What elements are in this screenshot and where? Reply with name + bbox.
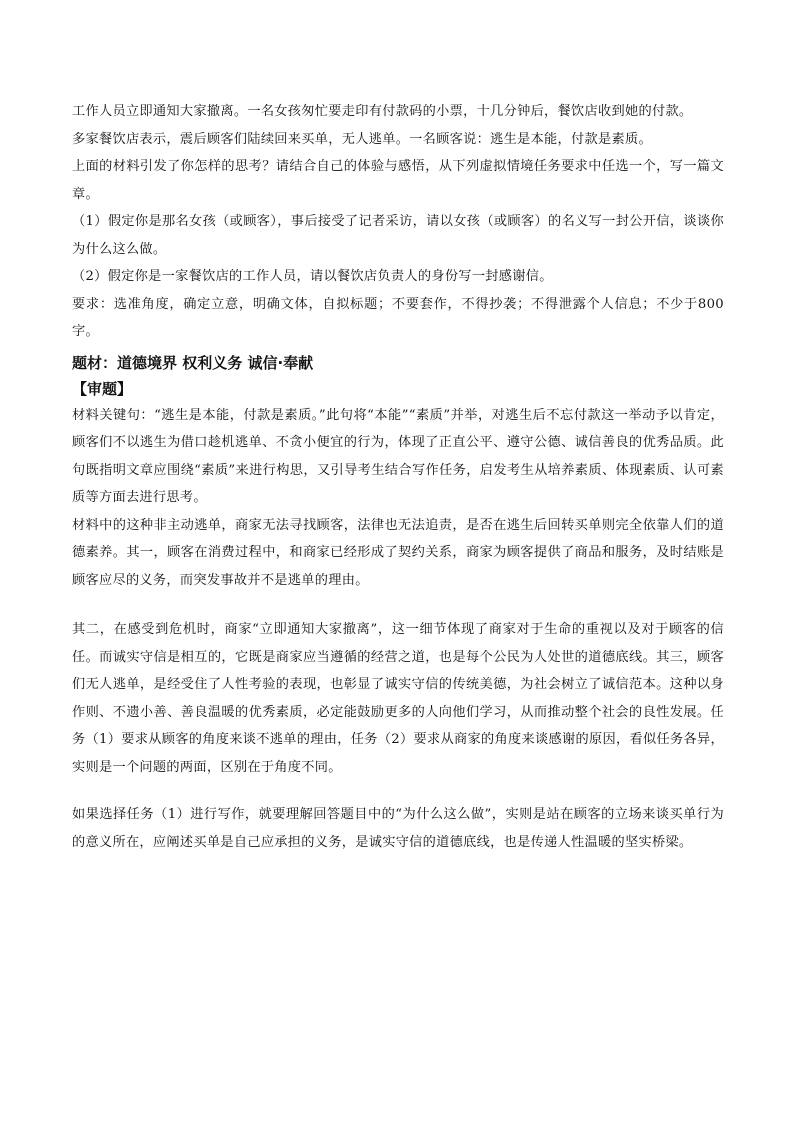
material-paragraph-2: 多家餐饮店表示，震后顾客们陆续回来买单，无人逃单。一名顾客说：逃生是本能，付款是素质。 [72,131,652,147]
task-2: （2）假定你是一家餐饮店的工作人员，请以餐饮店负责人的身份写一封感谢信。 [72,269,553,284]
analysis-paragraph-1: 材料关键句：“逃生是本能，付款是素质。”此句将“本能”“素质”并举，对逃生后不忘付款这一举动予以肯定，顾客们不以逃生为借口趁机逃单、不贪小便宜的行为，体现了正直公平、遵守公德、诚信善良的优秀品质。此句既指明文章应围绕“素质”来进行构思，又引导考生结合写作任务，启发考生从培养素质、体现素质、认可素质等方面去进行思考。 [72,407,724,505]
material-prompt: 上面的材料引发了你怎样的思考？请结合自己的体验与感悟，从下列虚拟情境任务要求中任选一个，写一篇文章。 [72,159,724,202]
topic-label: 题材：道德境界 权利义务 诚信·奉献 [72,353,314,372]
analysis-paragraph-3: 其二，在感受到危机时，商家“立即通知大家撤离”，这一细节体现了商家对于生命的重视以及对于顾客的信任。而诚实守信是相互的，它既是商家应当遵循的经营之道，也是每个公民为人处世的道德底线。其三，顾客们无人逃单，是经受住了人性考验的表现，也彰显了诚实守信的传统美德，为社会树立了诚信范本。这种以身作则、不遗小善、善良温暖的优秀素质，必定能鼓励更多的人向他们学习，从而推动整个社会的良性发展。任务（1）要求从顾客的角度来谈不逃单的理由，任务（2）要求从商家的角度来谈感谢的原因，看似任务各异，实则是一个问题的两面，区别在于角度不同。 [72,622,724,775]
spacer [72,781,724,801]
material-paragraph-1: 工作人员立即通知大家撤离。一名女孩匆忙要走印有付款码的小票，十几分钟后，餐饮店收到她的付款。 [72,104,693,119]
spacer [72,594,724,616]
document-page [72,98,724,856]
analysis-paragraph-4: 如果选择任务（1）进行写作，就要理解回答题目中的“为什么这么做”，实则是站在顾客的立场来谈买单行为的意义所在，应阐述买单是自己应承担的义务，是诚实守信的道德底线，也是传递人性温暖的坚实桥梁。 [72,807,724,850]
task-1: （1）假定你是那名女孩（或顾客），事后接受了记者采访，请以女孩（或顾客）的名义写一封公开信，谈谈你为什么这么做。 [72,214,724,257]
requirements: 要求：选准角度，确定立意，明确文体，自拟标题；不要套作，不得抄袭；不得泄露个人信息；不少于800字。 [72,296,724,339]
analysis-paragraph-2: 材料中的这种非主动逃单，商家无法寻找顾客，法律也无法追责，是否在逃生后回转买单则完全依靠人们的道德素养。其一，顾客在消费过程中，和商家已经形成了契约关系，商家为顾客提供了商品和服务，及时结账是顾客应尽的义务，而突发事故并不是逃单的理由。 [72,517,724,588]
analysis-heading: 【审题】 [72,379,133,398]
